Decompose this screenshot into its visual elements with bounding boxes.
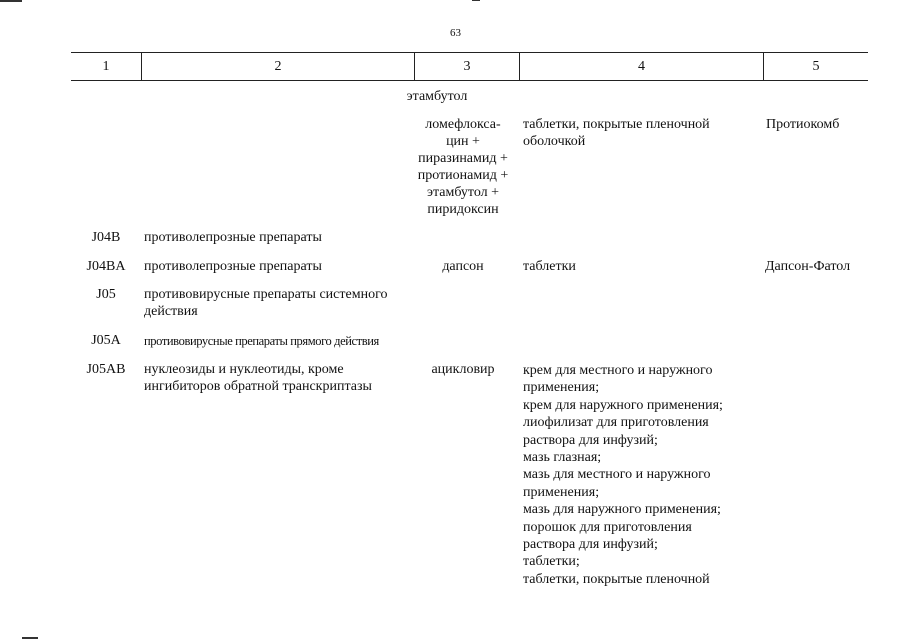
atc-code-j05a: J05A [91,333,121,348]
substance-ethambutol: этамбутол [406,89,468,104]
scan-mark-top [472,0,480,1]
atc-code-j05: J05 [96,287,116,302]
header-col-4: 4 [638,59,645,74]
drug-protiokomb: Протиокомб [766,117,840,132]
substance-acyclovir: ацикловир [431,362,495,377]
form-film-coated-tablets: таблетки, покрытые пленочной оболочкой [523,117,710,149]
scan-mark-top-left [0,0,22,2]
drug-dapson-fatol: Дапсон-Фатол [765,259,851,274]
group-name-j05ab: нуклеозиды и нуклеотиды, кроме ингибиторов обратной транскриптазы [144,362,372,394]
group-name-j04b: противолепрозные препараты [144,230,322,245]
header-col-5: 5 [812,59,820,74]
atc-code-j05ab: J05AB [86,362,126,377]
group-name-j05: противовирусные препараты системного действия [144,287,388,319]
substance-dapsone: дапсон [442,259,484,274]
header-col-3: 3 [463,59,471,74]
header-bottom-rule [71,80,868,81]
atc-code-j04ba: J04BA [86,259,126,274]
header-top-rule [71,52,868,53]
group-name-j04ba: противолепрозные препараты [144,259,322,274]
form-acyclovir-list: крем для местного и наружного применения; крем для наружного применения; лиофилизат для приготовления раствора для инфузий; мазь глазная; мазь для местного и наружного применения; мазь для наружного применения; порошок для приготовления раствора для инфузий; таблетки; таблетки, покрытые пленочной [523,363,723,587]
scan-mark-bottom-left [22,637,38,639]
form-tablets: таблетки [523,259,576,274]
group-name-j05a: противовирусные препараты прямого действия [144,334,379,348]
substance-combination: ломефлокса- цин + пиразинамид + протионамид + этамбутол + пиридоксин [417,117,509,217]
page-number: 63 [450,27,461,39]
atc-code-j04b: J04B [91,230,121,245]
header-col-2: 2 [274,59,282,74]
header-col-1: 1 [102,59,110,74]
